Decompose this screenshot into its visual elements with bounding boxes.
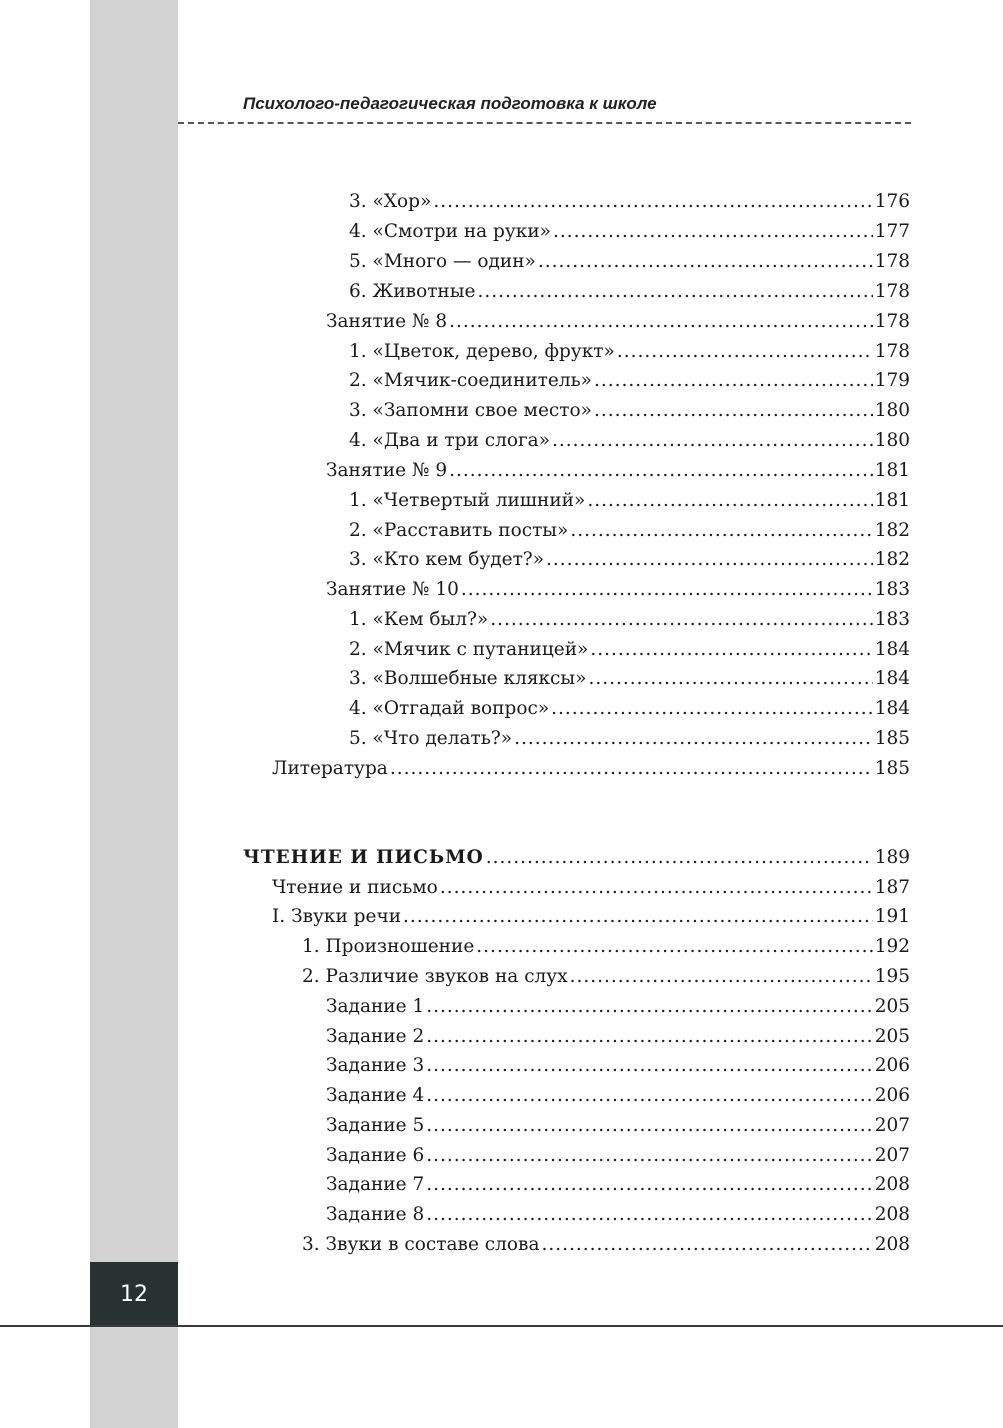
toc-entry-label: 1. «Цветок, дерево, фрукт»	[349, 341, 615, 362]
toc-entry	[349, 277, 910, 307]
toc-leader	[426, 1170, 872, 1200]
toc-leader	[449, 307, 873, 337]
toc-entry	[326, 575, 910, 605]
toc-entry-page: 206	[874, 1055, 910, 1076]
toc-entry-label: 5. «Много — один»	[349, 251, 536, 272]
toc-entry-label: 3. «Волшебные кляксы»	[349, 668, 587, 689]
toc-entry	[349, 516, 910, 546]
toc-entry-label: Литература	[272, 758, 388, 779]
toc-entry-page: 178	[874, 251, 910, 272]
toc-leader	[426, 1111, 872, 1141]
toc-entry-label: ЧТЕНИЕ И ПИСЬМО	[243, 847, 484, 868]
toc-entry	[349, 247, 910, 277]
toc-leader	[594, 396, 873, 426]
toc-entry-label: 2. Различие звуков на слух	[302, 966, 568, 987]
toc-entry	[349, 664, 910, 694]
toc-leader	[426, 1051, 872, 1081]
toc-entry-page: 208	[874, 1174, 910, 1195]
toc-entry-page: 177	[874, 221, 910, 242]
toc-leader	[390, 754, 873, 784]
toc-entry-page: 192	[874, 936, 910, 957]
toc-entry-label: Занятие № 8	[326, 311, 448, 332]
toc-entry-page: 176	[874, 191, 910, 212]
toc-leader	[426, 1141, 872, 1171]
toc-entry-label: 3. Звуки в составе слова	[302, 1234, 540, 1255]
toc-leader	[461, 575, 873, 605]
toc-entry-page: 183	[874, 609, 910, 630]
toc-entry-label: 3. «Хор»	[349, 191, 432, 212]
toc-entry	[326, 992, 910, 1022]
toc-leader	[570, 962, 873, 992]
toc-entry-label: 5. «Что делать?»	[349, 728, 513, 749]
toc-entry-page: 180	[874, 430, 910, 451]
toc-entry-page: 178	[874, 281, 910, 302]
toc-leader	[587, 486, 872, 516]
toc-entry-page: 184	[874, 698, 910, 719]
toc-entry-label: Задание 2	[326, 1026, 425, 1047]
toc-entry-label: Задание 5	[326, 1115, 425, 1136]
toc-entry-page: 208	[874, 1204, 910, 1225]
toc-entry-page: 178	[874, 311, 910, 332]
toc-entry-label: 4. «Отгадай вопрос»	[349, 698, 550, 719]
toc-entry-label: 2. «Мячик-соединитель»	[349, 370, 592, 391]
toc-leader	[590, 635, 872, 665]
toc-entry-label: Занятие № 9	[326, 460, 448, 481]
toc-entry	[349, 605, 910, 635]
toc-entry-label: Задание 4	[326, 1085, 425, 1106]
toc-entry	[326, 1141, 910, 1171]
toc-leader	[440, 873, 873, 903]
toc-entry-page: 195	[874, 966, 910, 987]
toc-leader	[594, 366, 873, 396]
toc-entry-page: 206	[874, 1085, 910, 1106]
toc-leader	[538, 247, 873, 277]
toc-leader	[433, 187, 872, 217]
toc-entry-label: 1. Произношение	[302, 936, 475, 957]
toc-entry	[302, 962, 910, 992]
page-number: 12	[90, 1262, 178, 1326]
toc-entry-label: Занятие № 10	[326, 579, 459, 600]
toc-leader	[588, 664, 872, 694]
toc-entry	[326, 1081, 910, 1111]
toc-entry-label: 3. «Запомни свое место»	[349, 400, 592, 421]
toc-leader	[403, 902, 873, 932]
toc-leader	[426, 1022, 872, 1052]
toc-entry-label: 2. «Мячик с путаницей»	[349, 639, 589, 660]
toc-leader	[617, 337, 873, 367]
running-head: Психолого-педагогическая подготовка к школе	[243, 94, 657, 113]
toc-entry-page: 208	[874, 1234, 910, 1255]
toc-leader	[546, 545, 873, 575]
toc-entry	[326, 1022, 910, 1052]
toc-entry	[349, 337, 910, 367]
toc-leader	[542, 1230, 873, 1260]
toc-entry-label: 1. «Кем был?»	[349, 609, 489, 630]
toc-entry	[272, 873, 910, 903]
toc-entry	[302, 1230, 910, 1260]
toc-section-heading	[243, 843, 910, 873]
toc-entry-label: 6. Животные	[349, 281, 476, 302]
toc-entry-label: 2. «Расставить посты»	[349, 520, 569, 541]
toc-entry-page: 205	[874, 1026, 910, 1047]
toc-entry	[349, 545, 910, 575]
toc-leader	[426, 1200, 872, 1230]
toc-entry	[349, 187, 910, 217]
side-band	[90, 0, 178, 1428]
toc-entry	[349, 486, 910, 516]
toc-leader	[514, 724, 873, 754]
toc-entry-label: 4. «Два и три слога»	[349, 430, 551, 451]
toc-entry-label: I. Звуки речи	[272, 906, 402, 927]
toc-entry-page: 207	[874, 1115, 910, 1136]
toc-entry-label: Задание 8	[326, 1204, 425, 1225]
toc-entry-label: Задание 6	[326, 1145, 425, 1166]
toc-entry	[326, 1051, 910, 1081]
toc-entry-label: Задание 3	[326, 1055, 425, 1076]
toc-entry-page: 181	[874, 460, 910, 481]
toc-entry-label: 1. «Четвертый лишний»	[349, 490, 586, 511]
toc-entry	[326, 307, 910, 337]
toc-entry	[349, 694, 910, 724]
toc-leader	[426, 992, 872, 1022]
toc-entry-page: 184	[874, 639, 910, 660]
toc-leader	[553, 217, 873, 247]
toc-entry-label: 3. «Кто кем будет?»	[349, 549, 545, 570]
toc-entry-page: 181	[874, 490, 910, 511]
toc-entry-page: 189	[874, 847, 910, 868]
toc-leader	[490, 605, 872, 635]
toc-entry-page: 187	[874, 877, 910, 898]
toc-entry-page: 183	[874, 579, 910, 600]
toc-leader	[551, 694, 873, 724]
toc-entry	[302, 932, 910, 962]
toc-entry-page: 182	[874, 520, 910, 541]
toc-entry	[349, 426, 910, 456]
toc-leader	[449, 456, 873, 486]
toc-entry-page: 178	[874, 341, 910, 362]
toc-leader	[426, 1081, 872, 1111]
toc-entry-label: 4. «Смотри на руки»	[349, 221, 552, 242]
toc-entry-label: Задание 7	[326, 1174, 425, 1195]
toc-entry-page: 205	[874, 996, 910, 1017]
toc-entry-page: 184	[874, 668, 910, 689]
toc-entry	[272, 902, 910, 932]
toc-leader	[477, 277, 872, 307]
toc-entry	[326, 1111, 910, 1141]
toc-entry	[349, 217, 910, 247]
toc-leader	[476, 932, 872, 962]
toc-entry	[326, 456, 910, 486]
toc-entry-page: 207	[874, 1145, 910, 1166]
toc-entry	[349, 396, 910, 426]
toc-leader	[552, 426, 873, 456]
toc-entry-page: 191	[874, 906, 910, 927]
toc-entry	[326, 1170, 910, 1200]
toc-entry	[349, 724, 910, 754]
toc-leader	[570, 516, 872, 546]
toc-entry-page: 185	[874, 728, 910, 749]
toc-entry	[326, 1200, 910, 1230]
footer-rule	[0, 1325, 1003, 1327]
toc-entry-label: Чтение и письмо	[272, 877, 438, 898]
toc-entry-label: Задание 1	[326, 996, 425, 1017]
toc-entry	[349, 635, 910, 665]
toc-entry-page: 185	[874, 758, 910, 779]
toc-entry	[349, 366, 910, 396]
toc-entry-page: 180	[874, 400, 910, 421]
toc-entry	[272, 754, 910, 784]
toc-entry-page: 182	[874, 549, 910, 570]
toc-leader	[486, 843, 873, 873]
toc-entry-page: 179	[874, 370, 910, 391]
header-dashed-rule	[178, 122, 911, 124]
